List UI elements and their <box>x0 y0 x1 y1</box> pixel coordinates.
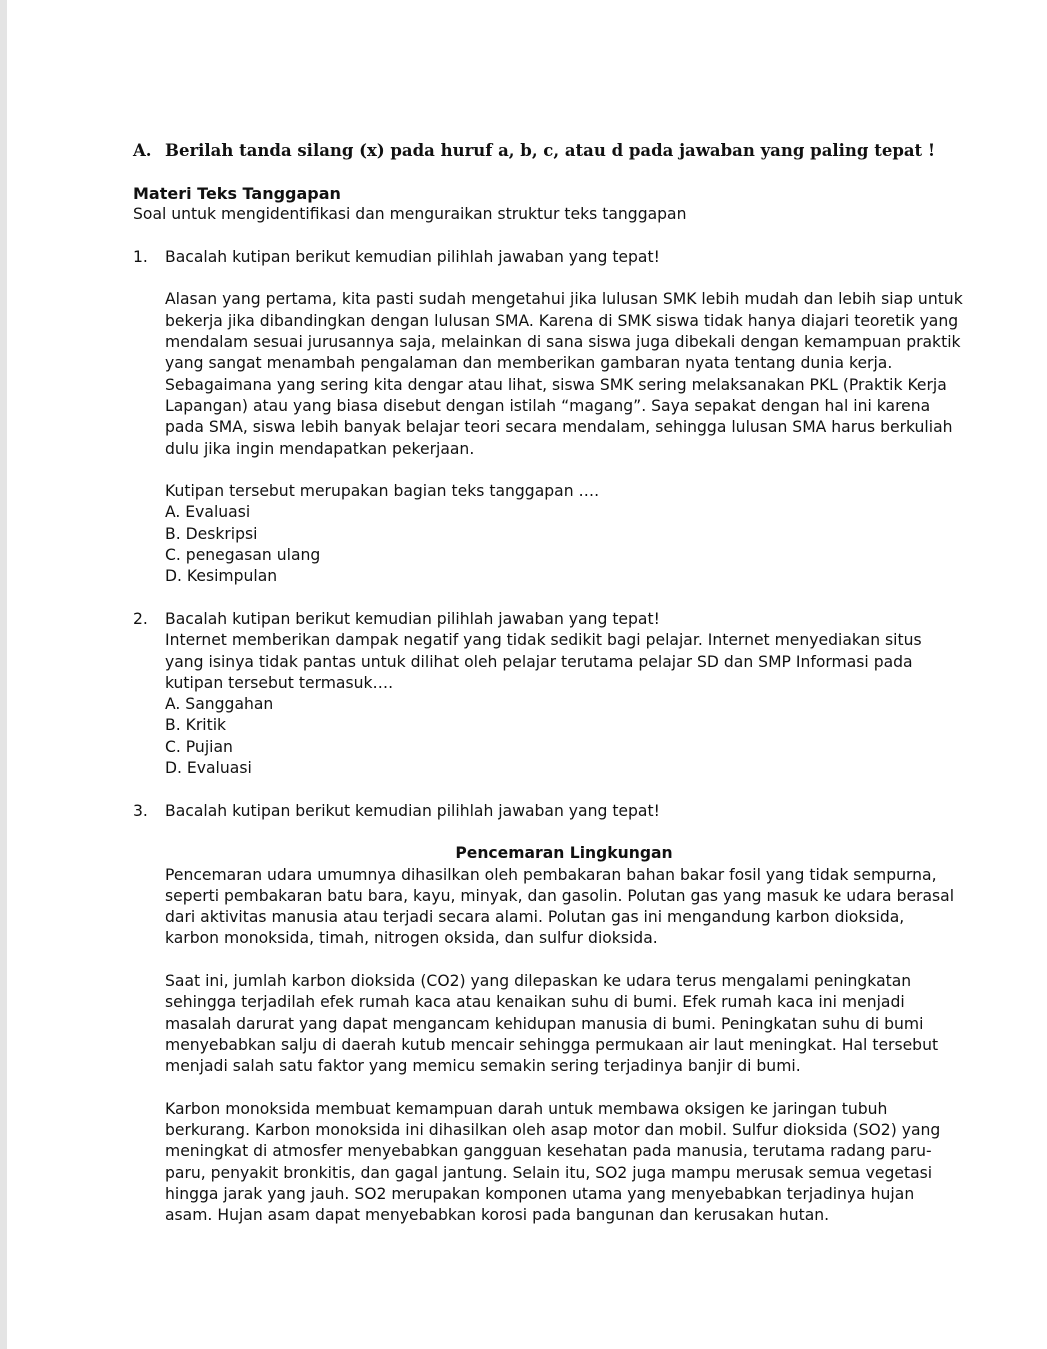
question-prompt: Bacalah kutipan berikut kemudian pilihlah jawaban yang tepat! <box>165 801 660 820</box>
instruction-text: Berilah tanda silang (x) pada huruf a, b, c, atau d pada jawaban yang paling tepat ! <box>165 141 936 160</box>
instruction-letter: A. <box>133 141 152 160</box>
question-number: 1. <box>133 247 148 266</box>
question-prompt: Bacalah kutipan berikut kemudian pilihlah jawaban yang tepat! <box>165 609 660 628</box>
question-number: 3. <box>133 801 148 820</box>
instruction <box>133 140 963 162</box>
answer-option-d[interactable]: D. Kesimpulan <box>165 567 278 586</box>
question-stem: Kutipan tersebut merupakan bagian teks tanggapan …. <box>165 482 600 501</box>
passage-paragraph: Saat ini, jumlah karbon dioksida (CO2) yang dilepaskan ke udara terus mengalami peningkatan sehingga terjadilah efek rumah kaca atau kenaikan suhu di bumi. Efek rumah kaca ini menjadi masalah darurat yang dapat mengancam kehidupan manusia di bumi. Peningkatan suhu di bumi menyebabkan salju di daerah kutub mencair sehingga permukaan air laut meningkat. Hal tersebut menjadi salah satu faktor yang memicu semakin sering terjadinya banjir di bumi. <box>165 971 939 1076</box>
document-page <box>133 140 963 1248</box>
question-body <box>165 801 963 1227</box>
section-title: Materi Teks Tanggapan <box>133 184 341 203</box>
question-body <box>165 609 963 779</box>
page-left-edge <box>0 0 7 1349</box>
question-body <box>165 247 963 588</box>
question-number: 2. <box>133 609 148 628</box>
passage-paragraph: Pencemaran udara umumnya dihasilkan oleh pembakaran bahan bakar fosil yang tidak sempurna, seperti pembakaran batu bara, kayu, minyak, dan gasolin. Polutan gas yang masuk ke udara berasal dari aktivitas manusia atau terjadi secara alami. Polutan gas ini mengandung karbon dioksida, karbon monoksida, timah, nitrogen oksida, dan sulfur dioksida. <box>165 865 955 948</box>
question-passage: Internet memberikan dampak negatif yang tidak sedikit bagi pelajar. Internet menyediakan situs yang isinya tidak pantas untuk dilihat oleh pelajar terutama pelajar SD dan SMP Informasi pada kutipan tersebut termasuk…. <box>165 631 922 692</box>
answer-option-c[interactable]: C. penegasan ulang <box>165 546 321 565</box>
answer-option-b[interactable]: B. Kritik <box>165 716 227 735</box>
question-1 <box>133 247 963 588</box>
section-subtitle: Soal untuk mengidentifikasi dan menguraikan struktur teks tanggapan <box>133 205 687 224</box>
question-passage: Alasan yang pertama, kita pasti sudah mengetahui jika lulusan SMK lebih mudah dan lebih siap untuk bekerja jika dibandingkan dengan lulusan SMA. Karena di SMK siswa tidak hanya diajari teoretik yang mendalam sesuai jurusannya saja, melainkan di sana siswa juga dibekali dengan kemampuan praktik yang sangat menambah pengalaman dan memberikan gambaran nyata tentang dunia kerja. Sebagaimana yang sering kita dengar atau lihat, siswa SMK sering melaksanakan PKL (Praktik Kerja Lapangan) atau yang biasa disebut dengan istilah “magang”. Saya sepakat dengan hal ini karena pada SMA, siswa lebih banyak belajar teori secara mendalam, sehingga lulusan SMA harus berkuliah dulu jika ingin mendapatkan pekerjaan. <box>165 290 963 458</box>
passage-paragraph: Karbon monoksida membuat kemampuan darah untuk membawa oksigen ke jaringan tubuh berkurang. Karbon monoksida ini dihasilkan oleh asap motor dan mobil. Sulfur dioksida (SO2) yang meningkat di atmosfer menyebabkan gangguan kesehatan pada manusia, terutama radang paru-paru, penyakit bronkitis, dan gagal jantung. Selain itu, SO2 juga mampu merusak semua vegetasi hingga jarak yang jauh. SO2 merupakan komponen utama yang menyebabkan terjadinya hujan asam. Hujan asam dapat menyebabkan korosi pada bangunan dan kerusakan hutan. <box>165 1099 941 1225</box>
answer-option-c[interactable]: C. Pujian <box>165 737 233 756</box>
answer-option-d[interactable]: D. Evaluasi <box>165 759 252 778</box>
question-prompt: Bacalah kutipan berikut kemudian pilihlah jawaban yang tepat! <box>165 247 660 266</box>
answer-option-a[interactable]: A. Evaluasi <box>165 503 251 522</box>
answer-option-b[interactable]: B. Deskripsi <box>165 524 258 543</box>
answer-option-a[interactable]: A. Sanggahan <box>165 695 274 714</box>
question-2 <box>133 609 963 779</box>
question-3 <box>133 801 963 1227</box>
passage-title: Pencemaran Lingkungan <box>455 844 673 863</box>
